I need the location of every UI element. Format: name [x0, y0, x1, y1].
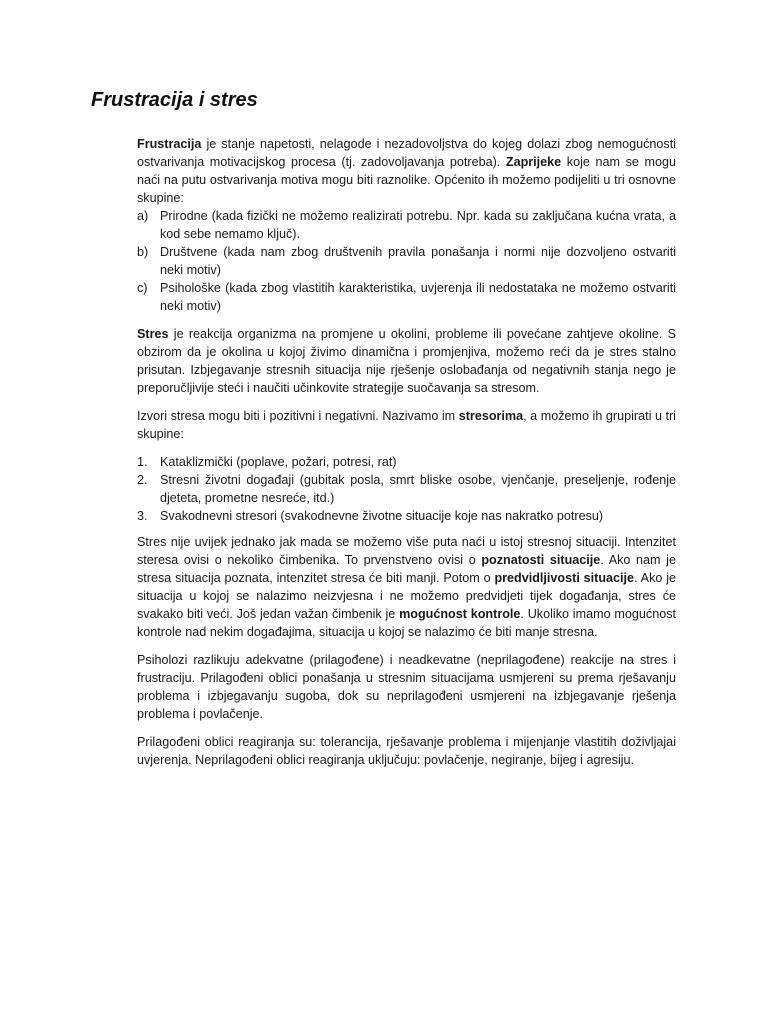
list-item-text: Psihološke (kada zbog vlastitih karakteristika, uvjerenja ili nedostataka ne možemo ostvariti neki motiv) — [160, 281, 676, 313]
intensity-text-2: . Ako nam je stresa situacija poznata, intenzitet stresa će biti manji. Potom o — [137, 553, 676, 585]
list-item-text: Kataklizmički (poplave, požari, potresi, rat) — [160, 455, 397, 469]
sources-paragraph — [137, 407, 676, 443]
list-item — [137, 471, 676, 507]
list-item-text: Stresni životni događaji (gubitak posla, smrt bliske osobe, vjenčanje, preseljenje, rođenje djeteta, prometne nesreće, itd.) — [160, 473, 676, 505]
stressor-list — [137, 453, 676, 525]
list-item-text: Društvene (kada nam zbog društvenih pravila ponašanja i normi nije dozvoljeno ostvariti neki motiv) — [160, 245, 676, 277]
document-body — [137, 135, 676, 769]
intensity-paragraph — [137, 533, 676, 641]
list-marker: a) — [137, 209, 149, 223]
intro-paragraph — [137, 135, 676, 207]
term-stresorima: stresorima — [458, 409, 524, 423]
list-marker: 3. — [137, 509, 148, 523]
intro-text-1: je stanje napetosti, nelagode i nezadovoljstva do kojeg dolazi zbog nemogućnosti ostvarivanja motivacijskog procesa (tj. zadovoljavanja potreba). — [137, 137, 676, 169]
term-stres: Stres — [137, 327, 169, 341]
list-item — [137, 507, 676, 525]
list-marker: c) — [137, 281, 148, 295]
forms-paragraph: Prilagođeni oblici reagiranja su: tolerancija, rješavanje problema i mijenjanje vlastitih doživljajai uvjerenja. Neprilagođeni oblici reagiranja uključuju: povlačenje, negiranje, bijeg i agresiju. — [137, 735, 676, 767]
intensity-text-1: Stres nije uvijek jednako jak mada se možemo više puta naći u istoj stresnoj situaciji. Intenzitet steresa ovisi o nekoliko čimbenika. To prvenstveno ovisi o — [137, 535, 676, 567]
list-marker: 1. — [137, 455, 148, 469]
reactions-paragraph: Psiholozi razlikuju adekvatne (prilagođene) i neadkevatne (neprilagođene) reakcije na stres i frustraciju. Prilagođeni oblici ponašanja u stresnim situacijama usmjereni su prema rješavanju problema i izbjegavanju sugoba, dok su neprilagođeni usmjereni na izbjegavanje rješenja problema i povlačenje. — [137, 653, 676, 721]
term-poznatost: poznatosti situacije — [481, 553, 601, 567]
term-predvidljivost: predvidljivosti situacije — [494, 571, 635, 585]
list-item — [137, 207, 676, 243]
list-item — [137, 453, 676, 471]
sources-text-2: , a možemo ih grupirati u tri skupine: — [137, 409, 676, 441]
obstacle-list — [137, 207, 676, 315]
page-title: Frustracija i stres — [91, 89, 258, 111]
term-kontrola: mogućnost kontrole — [399, 607, 521, 621]
list-item-text: Prirodne (kada fizički ne možemo realizirati potrebu. Npr. kada su zaključana kućna vrata, a kod sebe nemamo ključ). — [160, 209, 676, 241]
intensity-text-4: . Ukoliko imamo mogućnost kontrole nad nekim događajima, situacija u kojoj se nalazimo će biti manje stresna. — [137, 607, 676, 639]
sources-text-1: Izvori stresa mogu biti i pozitivni i negativni. Nazivamo im — [137, 409, 459, 423]
term-zaprijeke: Zaprijeke — [505, 155, 562, 169]
intensity-text-3: . Ako je situacija u kojoj se nalazimo neizvjesna i ne možemo predvidjeti tijek događanja, stres će svakako biti veći. Još jedan važan čimbenik je — [137, 571, 676, 621]
stress-text: je reakcija organizma na promjene u okolini, probleme ili povećane zahtjeve okoline. S obzirom da je okolina u kojoj živimo dinamična i promjenjiva, možemo reći da je stres stalno prisutan. Izbjegavanje stresnih situacija nije rješenje oslobađanja od negativnih stanja nego je preporučljivije steći i naučiti učinkovite strategije suočavanja sa stresom. — [137, 327, 676, 395]
list-marker: b) — [137, 245, 149, 259]
list-marker: 2. — [137, 473, 148, 487]
list-item-text: Svakodnevni stresori (svakodnevne životne situacije koje nas nakratko potresu) — [160, 509, 604, 523]
stress-paragraph — [137, 325, 676, 397]
list-item — [137, 243, 676, 279]
list-item — [137, 279, 676, 315]
intro-text-2: koje nam se mogu naći na putu ostvarivanja motiva mogu biti raznolike. Općenito ih možemo podijeliti u tri osnovne skupine: — [137, 155, 676, 205]
term-frustracija: Frustracija — [137, 137, 202, 151]
